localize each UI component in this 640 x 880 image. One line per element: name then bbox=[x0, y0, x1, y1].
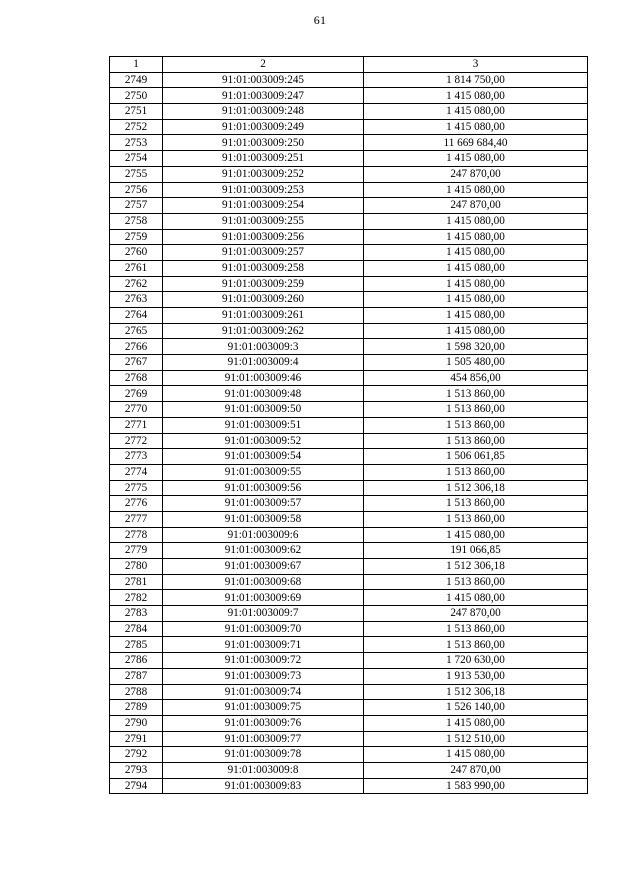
table-row bbox=[110, 119, 588, 135]
cadastral-number-cell: 91:01:003009:52 bbox=[163, 433, 364, 449]
row-number-cell: 2781 bbox=[110, 574, 163, 590]
cadastral-value-cell: 1 513 860,00 bbox=[364, 417, 588, 433]
cadastral-value-cell: 1 415 080,00 bbox=[364, 715, 588, 731]
cadastral-value-cell: 247 870,00 bbox=[364, 166, 588, 182]
cadastral-number-cell: 91:01:003009:262 bbox=[163, 323, 364, 339]
table-row bbox=[110, 606, 588, 622]
cadastral-number-cell: 91:01:003009:62 bbox=[163, 543, 364, 559]
table-row bbox=[110, 276, 588, 292]
row-number-cell: 2761 bbox=[110, 260, 163, 276]
cadastral-value-cell: 1 415 080,00 bbox=[364, 527, 588, 543]
table-row bbox=[110, 559, 588, 575]
table-row bbox=[110, 747, 588, 763]
row-number-cell: 2774 bbox=[110, 464, 163, 480]
cadastral-value-cell: 11 669 684,40 bbox=[364, 135, 588, 151]
row-number-cell: 2758 bbox=[110, 213, 163, 229]
table-row bbox=[110, 370, 588, 386]
row-number-cell: 2788 bbox=[110, 684, 163, 700]
cadastral-value-cell: 1 526 140,00 bbox=[364, 700, 588, 716]
cadastral-value-cell: 1 512 306,18 bbox=[364, 559, 588, 575]
table-row bbox=[110, 182, 588, 198]
cadastral-value-cell: 454 856,00 bbox=[364, 370, 588, 386]
row-number-cell: 2771 bbox=[110, 417, 163, 433]
cadastral-number-cell: 91:01:003009:57 bbox=[163, 496, 364, 512]
row-number-cell: 2768 bbox=[110, 370, 163, 386]
cadastral-number-cell: 91:01:003009:252 bbox=[163, 166, 364, 182]
table-row bbox=[110, 668, 588, 684]
cadastral-value-cell: 1 415 080,00 bbox=[364, 104, 588, 120]
cadastral-value-cell: 1 506 061,85 bbox=[364, 449, 588, 465]
row-number-cell: 2792 bbox=[110, 747, 163, 763]
table-row bbox=[110, 653, 588, 669]
cadastral-number-cell: 91:01:003009:253 bbox=[163, 182, 364, 198]
cadastral-value-cell: 1 415 080,00 bbox=[364, 245, 588, 261]
cadastral-value-cell: 1 415 080,00 bbox=[364, 229, 588, 245]
row-number-cell: 2775 bbox=[110, 480, 163, 496]
table-row bbox=[110, 245, 588, 261]
cadastral-value-cell: 1 513 860,00 bbox=[364, 386, 588, 402]
row-number-cell: 2760 bbox=[110, 245, 163, 261]
cadastral-value-cell: 1 513 860,00 bbox=[364, 402, 588, 418]
cadastral-value-cell: 191 066,85 bbox=[364, 543, 588, 559]
table-row bbox=[110, 386, 588, 402]
table-row bbox=[110, 260, 588, 276]
cadastral-number-cell: 91:01:003009:259 bbox=[163, 276, 364, 292]
row-number-cell: 2791 bbox=[110, 731, 163, 747]
row-number-cell: 2753 bbox=[110, 135, 163, 151]
cadastral-number-cell: 91:01:003009:249 bbox=[163, 119, 364, 135]
row-number-cell: 2755 bbox=[110, 166, 163, 182]
cadastral-number-cell: 91:01:003009:69 bbox=[163, 590, 364, 606]
table-row bbox=[110, 637, 588, 653]
row-number-cell: 2777 bbox=[110, 511, 163, 527]
table-row bbox=[110, 72, 588, 88]
cadastral-number-cell: 91:01:003009:67 bbox=[163, 559, 364, 575]
table-row bbox=[110, 590, 588, 606]
row-number-cell: 2789 bbox=[110, 700, 163, 716]
cadastral-number-cell: 91:01:003009:72 bbox=[163, 653, 364, 669]
row-number-cell: 2787 bbox=[110, 668, 163, 684]
table-row bbox=[110, 104, 588, 120]
row-number-cell: 2749 bbox=[110, 72, 163, 88]
table-row bbox=[110, 323, 588, 339]
cadastral-number-cell: 91:01:003009:74 bbox=[163, 684, 364, 700]
cadastral-number-cell: 91:01:003009:7 bbox=[163, 606, 364, 622]
row-number-cell: 2764 bbox=[110, 308, 163, 324]
cadastral-number-cell: 91:01:003009:50 bbox=[163, 402, 364, 418]
table-body bbox=[110, 72, 588, 794]
cadastral-value-cell: 1 415 080,00 bbox=[364, 590, 588, 606]
row-number-cell: 2776 bbox=[110, 496, 163, 512]
row-number-cell: 2765 bbox=[110, 323, 163, 339]
cadastral-value-cell: 1 513 860,00 bbox=[364, 574, 588, 590]
cadastral-number-cell: 91:01:003009:6 bbox=[163, 527, 364, 543]
row-number-cell: 2786 bbox=[110, 653, 163, 669]
table-row bbox=[110, 778, 588, 794]
cadastral-value-cell: 1 512 510,00 bbox=[364, 731, 588, 747]
cadastral-value-cell: 1 415 080,00 bbox=[364, 119, 588, 135]
row-number-cell: 2785 bbox=[110, 637, 163, 653]
cadastral-number-cell: 91:01:003009:54 bbox=[163, 449, 364, 465]
row-number-cell: 2782 bbox=[110, 590, 163, 606]
cadastral-number-cell: 91:01:003009:250 bbox=[163, 135, 364, 151]
row-number-cell: 2780 bbox=[110, 559, 163, 575]
table-row bbox=[110, 292, 588, 308]
table-row bbox=[110, 135, 588, 151]
row-number-cell: 2752 bbox=[110, 119, 163, 135]
cadastral-number-cell: 91:01:003009:8 bbox=[163, 762, 364, 778]
table-row bbox=[110, 480, 588, 496]
table-row bbox=[110, 715, 588, 731]
cadastral-number-cell: 91:01:003009:78 bbox=[163, 747, 364, 763]
cadastral-number-cell: 91:01:003009:257 bbox=[163, 245, 364, 261]
row-number-cell: 2770 bbox=[110, 402, 163, 418]
cadastral-value-cell: 1 415 080,00 bbox=[364, 276, 588, 292]
table-row bbox=[110, 731, 588, 747]
cadastral-number-cell: 91:01:003009:247 bbox=[163, 88, 364, 104]
table-row bbox=[110, 543, 588, 559]
table-row bbox=[110, 151, 588, 167]
row-number-cell: 2754 bbox=[110, 151, 163, 167]
table-row bbox=[110, 684, 588, 700]
row-number-cell: 2769 bbox=[110, 386, 163, 402]
row-number-cell: 2783 bbox=[110, 606, 163, 622]
table-row bbox=[110, 308, 588, 324]
cadastral-value-cell: 1 513 860,00 bbox=[364, 496, 588, 512]
row-number-cell: 2751 bbox=[110, 104, 163, 120]
cadastral-number-cell: 91:01:003009:256 bbox=[163, 229, 364, 245]
table-row bbox=[110, 355, 588, 371]
cadastral-number-cell: 91:01:003009:75 bbox=[163, 700, 364, 716]
cadastral-value-cell: 1 513 860,00 bbox=[364, 464, 588, 480]
row-number-cell: 2794 bbox=[110, 778, 163, 794]
cadastral-value-cell: 247 870,00 bbox=[364, 762, 588, 778]
cadastral-value-cell: 1 415 080,00 bbox=[364, 182, 588, 198]
table-row bbox=[110, 213, 588, 229]
cadastral-number-cell: 91:01:003009:48 bbox=[163, 386, 364, 402]
row-number-cell: 2778 bbox=[110, 527, 163, 543]
cadastral-value-cell: 1 513 860,00 bbox=[364, 511, 588, 527]
cadastral-value-cell: 1 583 990,00 bbox=[364, 778, 588, 794]
cadastral-value-cell: 1 415 080,00 bbox=[364, 260, 588, 276]
cadastral-value-cell: 1 415 080,00 bbox=[364, 88, 588, 104]
table-row bbox=[110, 229, 588, 245]
cadastral-number-cell: 91:01:003009:261 bbox=[163, 308, 364, 324]
table-row bbox=[110, 166, 588, 182]
cadastral-number-cell: 91:01:003009:71 bbox=[163, 637, 364, 653]
cadastral-value-cell: 1 415 080,00 bbox=[364, 213, 588, 229]
cadastral-number-cell: 91:01:003009:254 bbox=[163, 198, 364, 214]
cadastral-value-cell: 1 415 080,00 bbox=[364, 151, 588, 167]
cadastral-value-cell: 1 512 306,18 bbox=[364, 684, 588, 700]
cadastral-number-cell: 91:01:003009:3 bbox=[163, 339, 364, 355]
row-number-cell: 2793 bbox=[110, 762, 163, 778]
cadastral-number-cell: 91:01:003009:77 bbox=[163, 731, 364, 747]
cadastral-number-cell: 91:01:003009:258 bbox=[163, 260, 364, 276]
row-number-cell: 2784 bbox=[110, 621, 163, 637]
row-number-cell: 2756 bbox=[110, 182, 163, 198]
cadastral-value-cell: 1 814 750,00 bbox=[364, 72, 588, 88]
cadastral-number-cell: 91:01:003009:255 bbox=[163, 213, 364, 229]
table-row bbox=[110, 527, 588, 543]
column-header-1: 1 bbox=[110, 57, 163, 73]
table-row bbox=[110, 433, 588, 449]
row-number-cell: 2763 bbox=[110, 292, 163, 308]
cadastral-number-cell: 91:01:003009:83 bbox=[163, 778, 364, 794]
cadastral-number-cell: 91:01:003009:73 bbox=[163, 668, 364, 684]
cadastral-number-cell: 91:01:003009:4 bbox=[163, 355, 364, 371]
cadastral-value-cell: 1 513 860,00 bbox=[364, 433, 588, 449]
cadastral-number-cell: 91:01:003009:58 bbox=[163, 511, 364, 527]
cadastral-value-cell: 1 913 530,00 bbox=[364, 668, 588, 684]
cadastral-value-cell: 247 870,00 bbox=[364, 198, 588, 214]
row-number-cell: 2757 bbox=[110, 198, 163, 214]
row-number-cell: 2750 bbox=[110, 88, 163, 104]
row-number-cell: 2766 bbox=[110, 339, 163, 355]
cadastral-value-cell: 1 512 306,18 bbox=[364, 480, 588, 496]
row-number-cell: 2762 bbox=[110, 276, 163, 292]
cadastral-number-cell: 91:01:003009:68 bbox=[163, 574, 364, 590]
cadastral-value-cell: 1 513 860,00 bbox=[364, 637, 588, 653]
row-number-cell: 2772 bbox=[110, 433, 163, 449]
table-row bbox=[110, 700, 588, 716]
cadastral-value-cell: 1 505 480,00 bbox=[364, 355, 588, 371]
table-row bbox=[110, 402, 588, 418]
cadastral-value-table bbox=[109, 56, 588, 794]
cadastral-value-cell: 247 870,00 bbox=[364, 606, 588, 622]
cadastral-value-cell: 1 598 320,00 bbox=[364, 339, 588, 355]
table-row bbox=[110, 621, 588, 637]
column-header-2: 2 bbox=[163, 57, 364, 73]
table-row bbox=[110, 198, 588, 214]
cadastral-number-cell: 91:01:003009:56 bbox=[163, 480, 364, 496]
cadastral-number-cell: 91:01:003009:46 bbox=[163, 370, 364, 386]
table-row bbox=[110, 339, 588, 355]
table-row bbox=[110, 417, 588, 433]
row-number-cell: 2773 bbox=[110, 449, 163, 465]
column-header-3: 3 bbox=[364, 57, 588, 73]
page-number: 61 bbox=[313, 13, 327, 27]
cadastral-number-cell: 91:01:003009:251 bbox=[163, 151, 364, 167]
cadastral-value-cell: 1 415 080,00 bbox=[364, 747, 588, 763]
table-row bbox=[110, 762, 588, 778]
row-number-cell: 2759 bbox=[110, 229, 163, 245]
table-header-row bbox=[110, 57, 588, 73]
cadastral-number-cell: 91:01:003009:260 bbox=[163, 292, 364, 308]
cadastral-number-cell: 91:01:003009:70 bbox=[163, 621, 364, 637]
cadastral-value-cell: 1 415 080,00 bbox=[364, 292, 588, 308]
row-number-cell: 2767 bbox=[110, 355, 163, 371]
cadastral-number-cell: 91:01:003009:76 bbox=[163, 715, 364, 731]
table-row bbox=[110, 496, 588, 512]
table-row bbox=[110, 574, 588, 590]
row-number-cell: 2790 bbox=[110, 715, 163, 731]
table-row bbox=[110, 511, 588, 527]
cadastral-value-cell: 1 720 630,00 bbox=[364, 653, 588, 669]
cadastral-number-cell: 91:01:003009:245 bbox=[163, 72, 364, 88]
row-number-cell: 2779 bbox=[110, 543, 163, 559]
cadastral-value-cell: 1 513 860,00 bbox=[364, 621, 588, 637]
cadastral-value-cell: 1 415 080,00 bbox=[364, 323, 588, 339]
table-row bbox=[110, 464, 588, 480]
cadastral-number-cell: 91:01:003009:51 bbox=[163, 417, 364, 433]
cadastral-number-cell: 91:01:003009:248 bbox=[163, 104, 364, 120]
table-row bbox=[110, 88, 588, 104]
table-row bbox=[110, 449, 588, 465]
cadastral-number-cell: 91:01:003009:55 bbox=[163, 464, 364, 480]
cadastral-value-cell: 1 415 080,00 bbox=[364, 308, 588, 324]
